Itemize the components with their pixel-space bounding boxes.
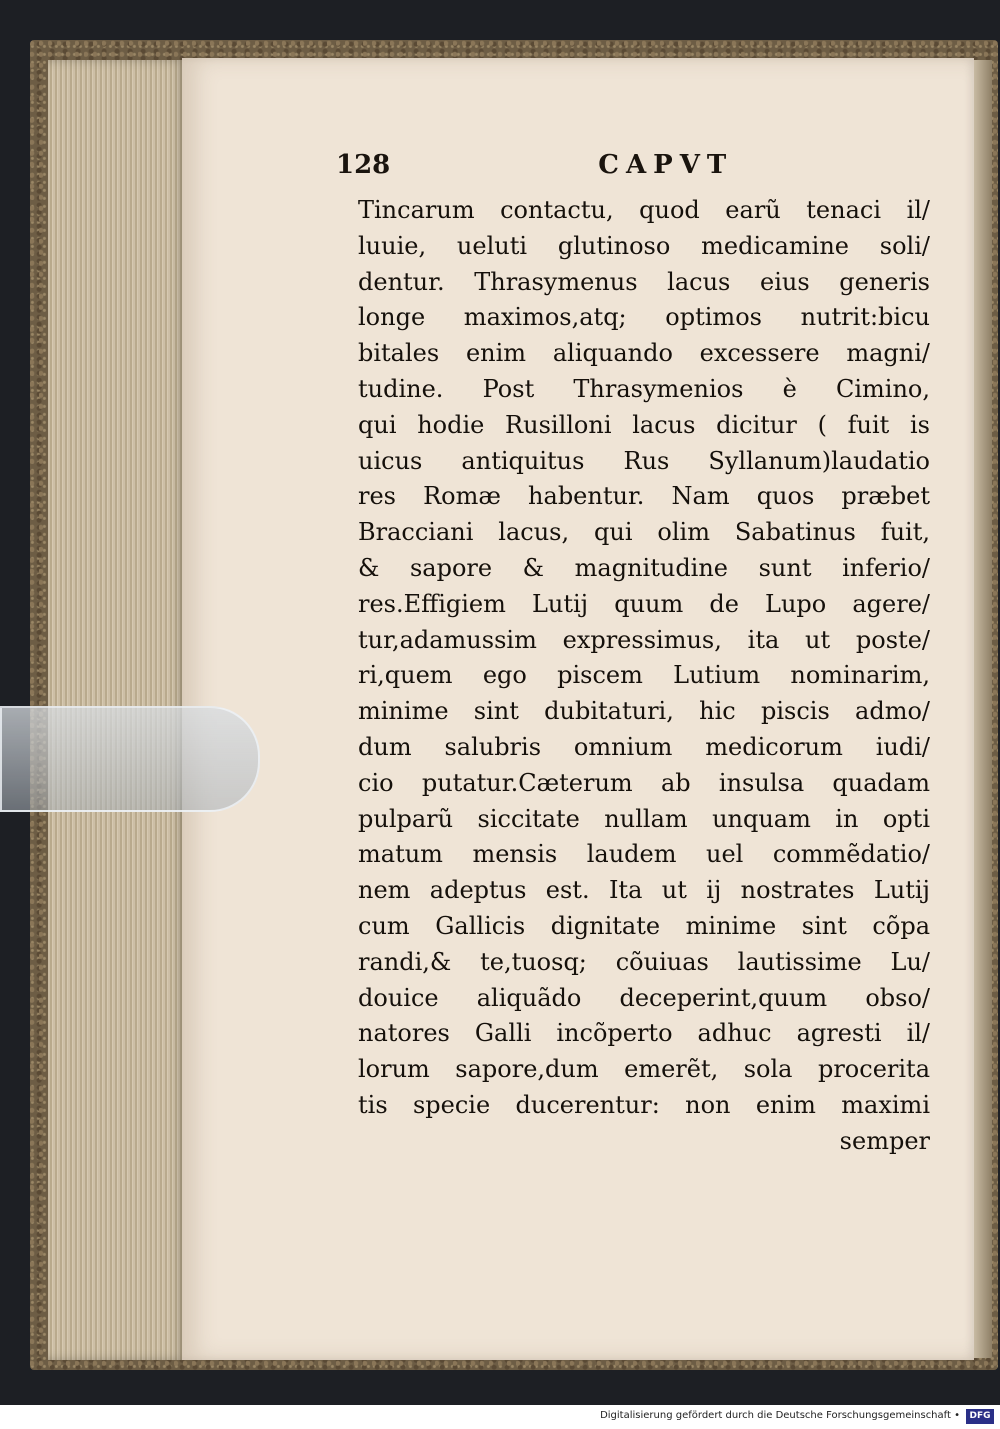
page-text xyxy=(358,193,930,1160)
text-line: tur,adamussim expressimus, ita ut poste/ xyxy=(358,625,930,654)
text-line: longe maximos,atq; optimos nutrit:bicu xyxy=(358,303,930,332)
page-number: 128 xyxy=(336,150,391,180)
page-clamp xyxy=(0,706,260,812)
text-line: randi,& te,tuosq; cõuiuas lautissime Lu/ xyxy=(358,947,930,976)
running-head xyxy=(336,150,733,180)
dfg-logo: DFG xyxy=(966,1409,994,1424)
text-line: bitales enim aliquando excessere magni/ xyxy=(358,339,930,368)
funding-credit: Digitalisierung gefördert durch die Deutsche Forschungsgemeinschaft • xyxy=(600,1410,960,1421)
text-line: qui hodie Rusilloni lacus dicitur ( fuit is xyxy=(358,410,930,439)
text-line: & sapore & magnitudine sunt inferio/ xyxy=(358,553,930,582)
text-line: Tincarum contactu, quod earũ tenaci il/ xyxy=(358,196,930,224)
text-line: luuie, ueluti glutinoso medicamine soli/ xyxy=(358,231,930,260)
text-line: natores Galli incõperto adhuc agresti il/ xyxy=(358,1019,930,1048)
text-line: douice aliquãdo deceperint,quum obso/ xyxy=(358,983,930,1012)
page-right-edge xyxy=(974,60,992,1358)
text-line: Bracciani lacus, qui olim Sabatinus fuit, xyxy=(358,518,930,547)
text-line: matum mensis laudem uel commẽdatio/ xyxy=(358,840,930,869)
text-line: ri,quem ego piscem Lutium nominarim, xyxy=(358,661,930,690)
text-line: minime sint dubitaturi, hic piscis admo/ xyxy=(358,697,930,726)
text-line: tis specie ducerentur: non enim maximi xyxy=(358,1090,930,1119)
text-line: dentur. Thrasymenus lacus eius generis xyxy=(358,267,930,296)
text-line: nem adeptus est. Ita ut ij nostrates Lutij xyxy=(358,876,930,905)
text-line: uicus antiquitus Rus Syllanum)laudatio xyxy=(358,446,930,475)
text-line: pulparũ siccitate nullam unquam in opti xyxy=(358,804,930,833)
chapter-header: CAPVT xyxy=(598,150,734,180)
text-line: cio putatur.Cæterum ab insulsa quadam xyxy=(358,768,930,797)
catchword: semper xyxy=(839,1126,930,1155)
footer-bar xyxy=(0,1405,1000,1429)
text-line: cum Gallicis dignitate minime sint cõpa xyxy=(358,911,930,940)
text-line: res.Effigiem Lutij quum de Lupo agere/ xyxy=(358,589,930,618)
text-line: dum salubris omnium medicorum iudi/ xyxy=(358,732,930,761)
text-line: lorum sapore,dum emerẽt, sola procerita xyxy=(358,1055,930,1084)
text-line: tudine. Post Thrasymenios è Cimino, xyxy=(358,374,930,403)
text-line: res Romæ habentur. Nam quos præbet xyxy=(358,482,930,511)
